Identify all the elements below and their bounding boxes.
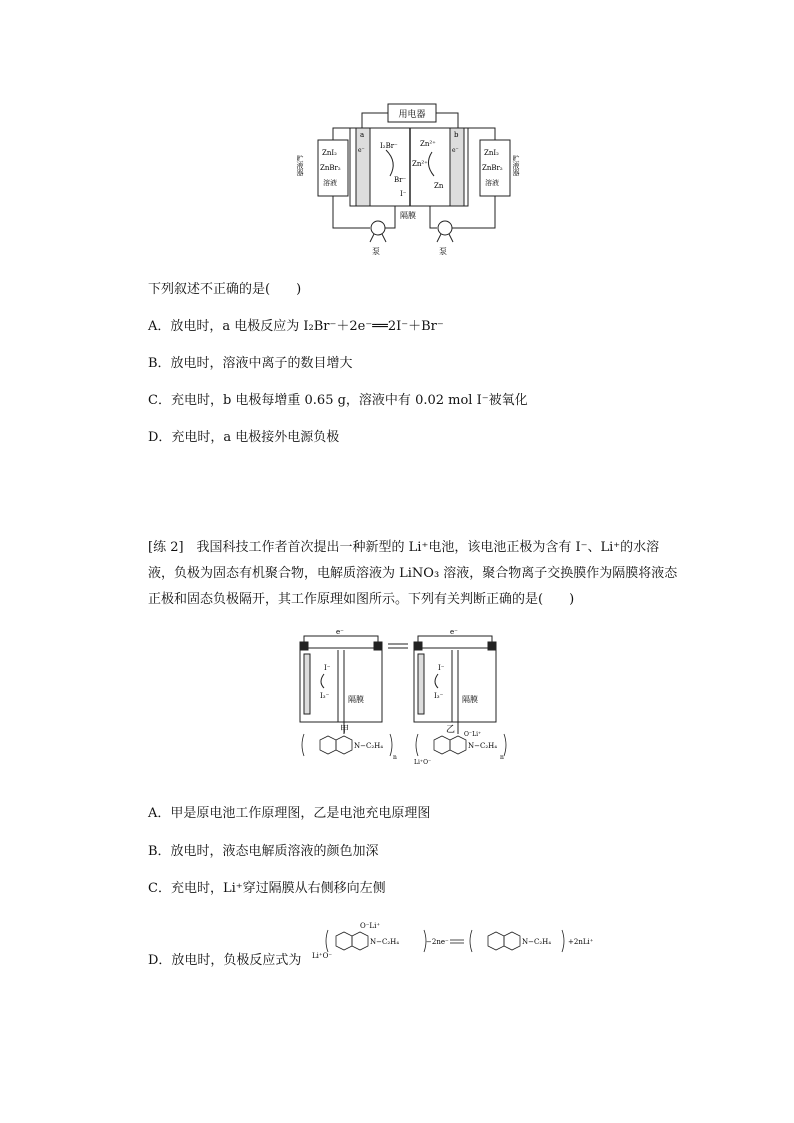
pump-right-label: 泵 (439, 247, 447, 256)
eminus-right: e⁻ (452, 147, 459, 154)
q2-option-a: A．甲是原电池工作原理图，乙是电池充电原理图 (148, 806, 431, 821)
cell-yi (414, 648, 496, 722)
label-zn2-a: Zn²⁺ (420, 140, 436, 148)
i3-label-2: I₃⁻ (434, 692, 444, 700)
flow-battery-diagram (290, 100, 530, 260)
electrode-a-label: a (360, 131, 365, 139)
label-i2br: I₂Br⁻ (380, 142, 398, 150)
electrode-b-label: b (454, 131, 459, 139)
pump-left-icon (371, 221, 385, 235)
q2-option-d: D．放电时，负极反应式为 (148, 953, 302, 968)
arrow-zn-icon (428, 152, 434, 176)
eq-nc2h4-right: N−C₂H₄ (522, 938, 552, 946)
polymer-ring-4 (450, 736, 466, 754)
eminus-left: e⁻ (358, 147, 365, 154)
li-battery-diagram (290, 628, 510, 768)
q1-option-d: D．充电时，a 电极接外电源负极 (148, 430, 340, 445)
polymer-ring-2 (336, 736, 352, 754)
right-tank-l3: 溶液 (485, 179, 499, 187)
label-zn2-b: Zn²⁺ (412, 160, 428, 168)
q1-option-c: C．充电时，b 电极每增重 0.65 g，溶液中有 0.02 mol I⁻被氧化 (148, 393, 528, 408)
i-label-1: I⁻ (324, 664, 331, 672)
q2-option-c: C．充电时，Li⁺穿过隔膜从右侧移向左侧 (148, 881, 386, 896)
q1-option-a: A．放电时，a 电极反应为 I₂Br⁻＋2e⁻══2I⁻＋Br⁻ (148, 319, 444, 334)
label-jia: 甲 (340, 725, 350, 735)
n-c2h4-2: N−C₂H₄ (468, 742, 498, 750)
lio-label: Li⁺O⁻ (414, 759, 432, 766)
left-tank-l2: ZnBr₂ (320, 164, 341, 172)
left-tank-l3: 溶液 (323, 179, 337, 187)
tank-label-right: 贮液器 (512, 155, 520, 176)
q2-option-b: B．放电时，液态电解质溶液的颜色加深 (148, 844, 379, 859)
cell-jia-electrode (304, 654, 310, 714)
device-label: 用电器 (398, 110, 426, 120)
eq-minus-2ne: −2ne⁻ (426, 938, 449, 946)
label-br: Br⁻ (394, 176, 407, 184)
q2-stem: [练 2] 我国科技工作者首次提出一种新型的 Li⁺电池，该电池正极为含有 I⁻、Li⁺的水溶液，负极为固态有机聚合物，电解质溶液为 LiNO₃ 溶液，聚合物离子交换膜作为隔膜将液态正极和固态负极隔开，其工作原理如图所示。下列有关判断正确的是( ) (148, 540, 678, 607)
eq-plus-2nli: +2nLi⁺ (568, 938, 594, 946)
electrode-a (356, 128, 370, 206)
eq-oli: O⁻Li⁺ (360, 922, 381, 930)
n-c2h4-1: N−C₂H₄ (354, 742, 384, 750)
right-tank-l1: ZnI₂ (484, 149, 499, 157)
membrane-label: 隔膜 (400, 211, 416, 220)
label-yi: 乙 (446, 725, 456, 735)
electrode-b (450, 128, 464, 206)
n-sub-1: n (393, 754, 397, 761)
i-label-2: I⁻ (438, 664, 445, 672)
q1-stem: 下列叙述不正确的是( ) (148, 282, 302, 297)
label-zn: Zn (434, 182, 444, 190)
eq-nc2h4-left: N−C₂H₄ (370, 938, 400, 946)
pump-left-label: 泵 (372, 247, 380, 256)
polymer-ring-3 (434, 736, 450, 754)
oli-label: O⁻Li⁺ (464, 731, 482, 738)
negative-electrode-equation (312, 918, 602, 966)
cell-jia-terminal-left (300, 642, 308, 650)
cell-yi-electrode (418, 654, 424, 714)
i3-label-1: I₃⁻ (320, 692, 330, 700)
pump-right-icon (438, 221, 452, 235)
e-label-1: e⁻ (336, 628, 344, 636)
eq-lio: Li⁺O⁻ (312, 952, 333, 960)
polymer-ring-1 (320, 736, 336, 754)
membrane-label-2: 隔膜 (462, 695, 478, 704)
arrow-i2br-icon (386, 150, 393, 176)
membrane-label-1: 隔膜 (348, 695, 364, 704)
left-tank-l1: ZnI₂ (322, 149, 337, 157)
right-tank-l2: ZnBr₂ (482, 164, 503, 172)
q1-option-b: B．放电时，溶液中离子的数目增大 (148, 356, 353, 371)
label-i: I⁻ (400, 190, 407, 198)
tank-label-left: 贮液器 (296, 155, 304, 176)
cell-jia (300, 648, 382, 722)
cell-yi-terminal-right (488, 642, 496, 650)
cell-yi-terminal-left (414, 642, 422, 650)
n-sub-2: n (500, 754, 504, 761)
e-label-2: e⁻ (450, 628, 458, 636)
cell-jia-terminal-right (374, 642, 382, 650)
